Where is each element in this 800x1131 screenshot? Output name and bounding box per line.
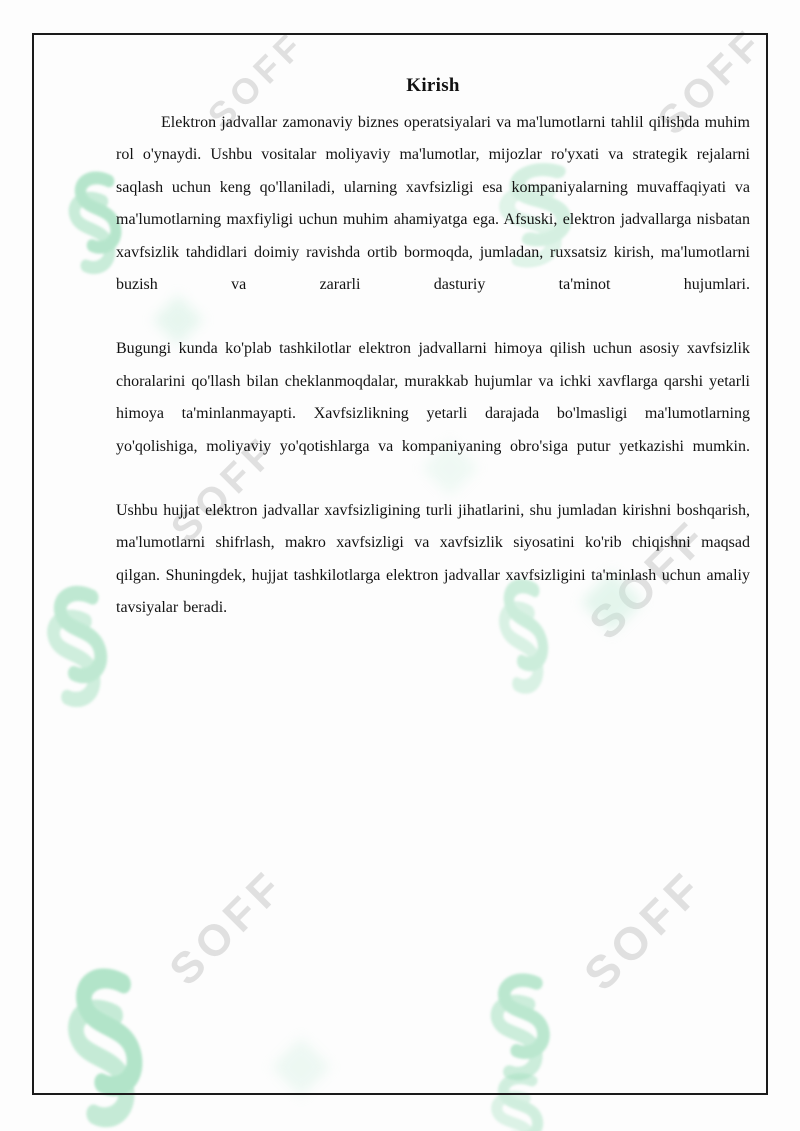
watermark-smudge [271, 1037, 330, 1096]
document-content [116, 74, 750, 657]
soff-watermark-text: SOFF [573, 859, 715, 1001]
page-title: Kirish [406, 75, 460, 96]
soff-watermark-text: SOFF [160, 860, 295, 995]
soff-watermark-text: SOFF [578, 508, 720, 650]
paragraph: Elektron jadvallar zamonaviy biznes operatsiyalari va ma'lumotlarni tahlil qilishda muhim rol o'ynaydi. Ushbu vositalar moliyaviy ma'lumotlar, mijozlar ro'yxati va strategik rejalarni saqlash uchun keng qo'llaniladi, ularning xavfsizligi esa kompaniyalarning muvaffaqiyati va ma'lumotlarning maxfiyligi uchun muhim ahamiyatga ega. Afsuski, elektron jadvallarga nisbatan xavfsizlik tahdidlari doimiy ravishda ortib bormoqda, jumladan, ruxsatsiz kirish, ma'lumotlarni buzish va zararli dasturiy ta'minot hujumlari. [116, 114, 750, 294]
soff-logo-icon [57, 959, 173, 1131]
soff-watermark-text: SOFF [649, 19, 774, 144]
paragraph: Bugungi kunda ko'plab tashkilotlar elektron jadvallarni himoya qilish uchun asosiy xavfsizlik choralarini qo'llash bilan cheklanmoqdalar, murakkab hujumlar va ichki xavflarga qarshi yetarli himoya ta'minlanmayapti. Xavfsizlikning yetarli darajada bo'lmasligi ma'lumotlarning yo'qolishiga, moliyaviy yo'qotishlarga va kompaniyaning obro'siga putur yetkazishi mumkin. [116, 340, 750, 455]
soff-watermark-text: SOFF [199, 22, 314, 137]
soff-watermark-text: SOFF [162, 427, 287, 552]
paragraph: Ushbu hujjat elektron jadvallar xavfsizligining turli jihatlarini, shu jumladan kirishni boshqarish, ma'lumotlarni shifrlash, makro xavfsizligi va xavfsizlik siyosatini ko'rib chiqishni maqsad qilgan. Shuningdek, hujjat tashkilotlarga elektron jadvallar xavfsizligini ta'minlash uchun amaliy tavsiyalar beradi. [116, 502, 750, 617]
